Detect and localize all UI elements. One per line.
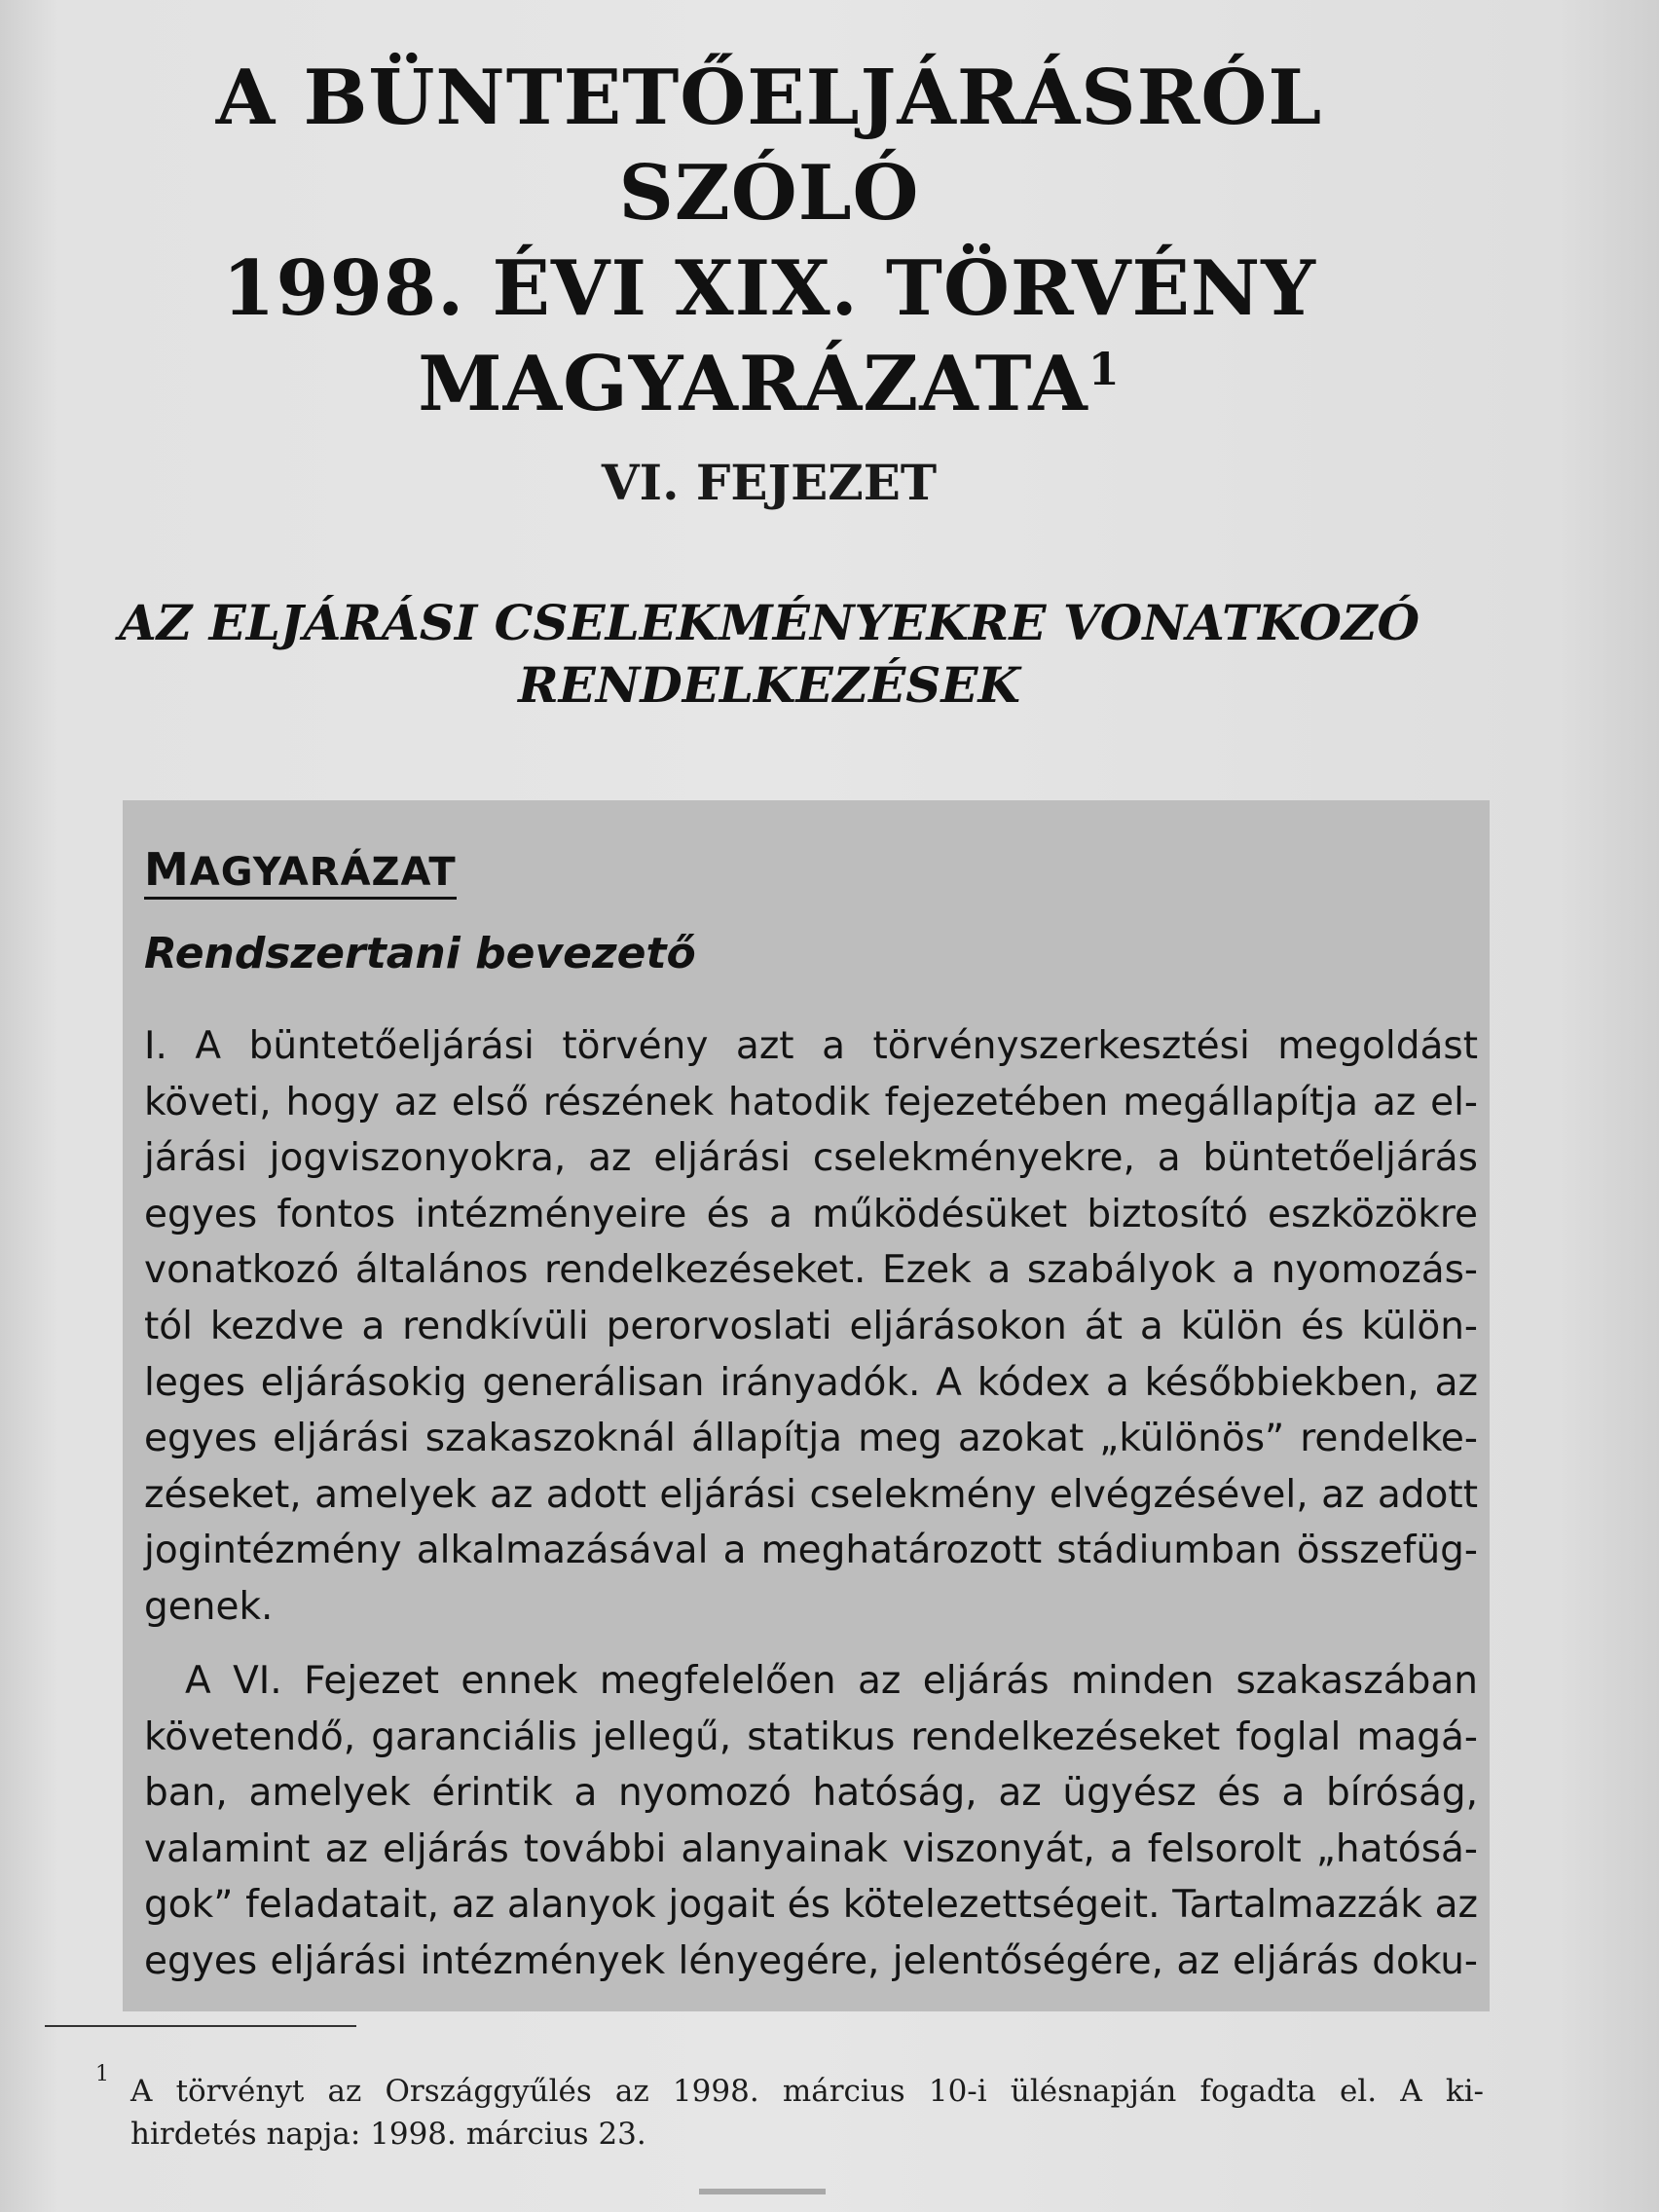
paragraph-line: A VI. Fejezet ennek megfelelően az eljárás minden szakaszában <box>185 1659 1478 1703</box>
paragraph-line: követendő, garanciális jellegű, statikus rendelkezéseket foglal magá- <box>144 1714 1478 1759</box>
chapter-subtitle <box>78 592 1460 717</box>
footnote-divider <box>45 2025 356 2027</box>
section-heading: Rendszertani bevezető <box>144 929 696 978</box>
paragraph-line: leges eljárásokig generálisan irányadók. A kódex a későbbiekben, az <box>144 1360 1478 1405</box>
title-line-2: 1998. ÉVI XIX. TÖRVÉNY <box>222 244 1316 333</box>
paragraph-line: I. A büntetőeljárási törvény azt a törvényszerkesztési megoldást <box>144 1024 1478 1068</box>
chapter-heading: VI. FEJEZET <box>601 454 938 511</box>
paragraph-line: gok” feladatait, az alanyok jogait és kötelezettségeit. Tartalmazzák az <box>144 1883 1478 1928</box>
footnote-number: 1 <box>95 2062 109 2086</box>
paragraph-line: egyes eljárási intézmények lényegére, jelentőségére, az eljárás doku- <box>144 1938 1478 1983</box>
page-edge-mark <box>699 2189 826 2194</box>
title-line-3: MAGYARÁZATA <box>418 340 1088 428</box>
commentary-label-rest: AGYARÁZAT <box>189 850 457 895</box>
paragraph-line: egyes fontos intézményeire és a működésüket biztosító eszközökre <box>144 1192 1478 1236</box>
commentary-label-initial: M <box>144 843 190 896</box>
page-title <box>58 51 1480 432</box>
title-line-1: A BÜNTETŐELJÁRÁSRÓL SZÓLÓ <box>215 54 1323 238</box>
paragraph-line: zéseket, amelyek az adott eljárási cselekmény elvégzésével, az adott <box>144 1472 1478 1517</box>
footnote-reference[interactable]: 1 <box>1088 343 1121 395</box>
paragraph-line: követi, hogy az első részének hatodik fejezetében megállapítja az el- <box>144 1080 1478 1124</box>
paragraph-line: vonatkozó általános rendelkezéseket. Ezek a szabályok a nyomozás- <box>144 1248 1478 1293</box>
paragraph-line: ban, amelyek érintik a nyomozó hatóság, az ügyész és a bíróság, <box>144 1771 1478 1816</box>
paragraph-line: genek. <box>144 1584 274 1629</box>
paragraph-line: egyes eljárási szakaszoknál állapítja meg azokat „különös” rendelke- <box>144 1417 1478 1461</box>
paragraph-line: valamint az eljárás további alanyainak viszonyát, a felsorolt „hatósá- <box>144 1826 1478 1871</box>
paragraph-1 <box>144 1018 1478 1636</box>
commentary-label <box>144 845 457 900</box>
footnote-text <box>130 2070 1484 2156</box>
subtitle-line-2: RENDELKEZÉSEK <box>518 656 1020 714</box>
footnote-line: hirdetés napja: 1998. március 23. <box>130 2117 646 2152</box>
paragraph-line: járási jogviszonyokra, az eljárási cselekményekre, a büntetőeljárás <box>144 1136 1478 1181</box>
subtitle-line-1: AZ ELJÁRÁSI CSELEKMÉNYEKRE VONATKOZÓ <box>118 594 1420 651</box>
footnote-line: A törvényt az Országgyűlés az 1998. március 10-i ülésnapján fogadta el. A ki- <box>130 2074 1484 2109</box>
paragraph-line: tól kezdve a rendkívüli perorvoslati eljárásokon át a külön és külön- <box>144 1304 1478 1348</box>
paragraph-2 <box>144 1653 1478 1990</box>
paragraph-line: jogintézmény alkalmazásával a meghatározott stádiumban összefüg- <box>144 1529 1478 1573</box>
